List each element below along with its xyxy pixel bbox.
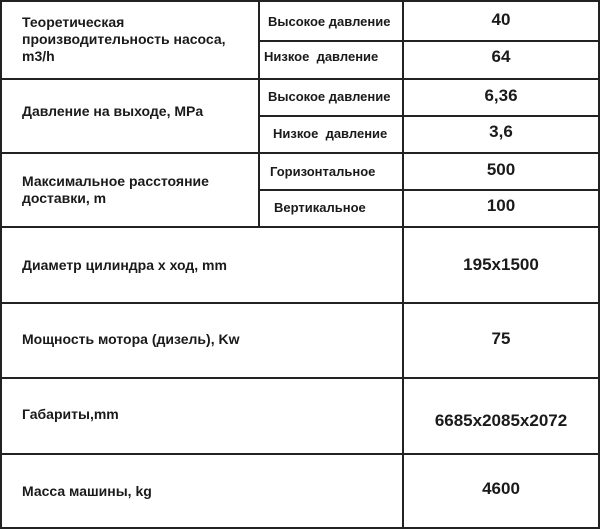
sub-label: Высокое давление bbox=[268, 89, 391, 104]
value: 6685x2085x2072 bbox=[434, 411, 568, 430]
table-border bbox=[258, 40, 600, 42]
value: 3,6 bbox=[489, 122, 513, 141]
row-label: Теоретическая производительность насоса, m3/h bbox=[22, 14, 226, 64]
row-label: Габариты,mm bbox=[22, 406, 119, 422]
value: 100 bbox=[486, 196, 516, 215]
table-border bbox=[258, 115, 600, 117]
value: 64 bbox=[491, 47, 511, 66]
value: 40 bbox=[491, 10, 511, 29]
sub-label: Низкое давление bbox=[264, 49, 379, 64]
table-border bbox=[0, 0, 600, 2]
sub-label: Низкое давление bbox=[273, 126, 388, 141]
table-border bbox=[0, 302, 600, 304]
table-border bbox=[0, 78, 600, 80]
value: 6,36 bbox=[484, 86, 518, 105]
row-label: Давление на выходе, MPa bbox=[22, 103, 204, 119]
sub-label: Вертикальное bbox=[274, 200, 366, 215]
value: 500 bbox=[486, 160, 516, 179]
table-border bbox=[0, 0, 2, 529]
value: 75 bbox=[491, 329, 511, 348]
sub-label: Горизонтальное bbox=[270, 164, 376, 179]
value: 4600 bbox=[482, 479, 520, 498]
row-label: Мощность мотора (дизель), Kw bbox=[22, 331, 240, 347]
table-border bbox=[0, 226, 600, 228]
table-border bbox=[0, 377, 600, 379]
row-label: Диаметр цилиндра х ход, mm bbox=[22, 257, 227, 273]
value: 195x1500 bbox=[463, 255, 539, 274]
table-border bbox=[0, 453, 600, 455]
table-border bbox=[258, 189, 600, 191]
row-label: Максимальное расстояние доставки, m bbox=[22, 173, 209, 206]
sub-label: Высокое давление bbox=[268, 14, 391, 29]
table-border bbox=[258, 0, 260, 228]
table-border bbox=[0, 152, 600, 154]
row-label: Масса машины, kg bbox=[22, 483, 152, 499]
